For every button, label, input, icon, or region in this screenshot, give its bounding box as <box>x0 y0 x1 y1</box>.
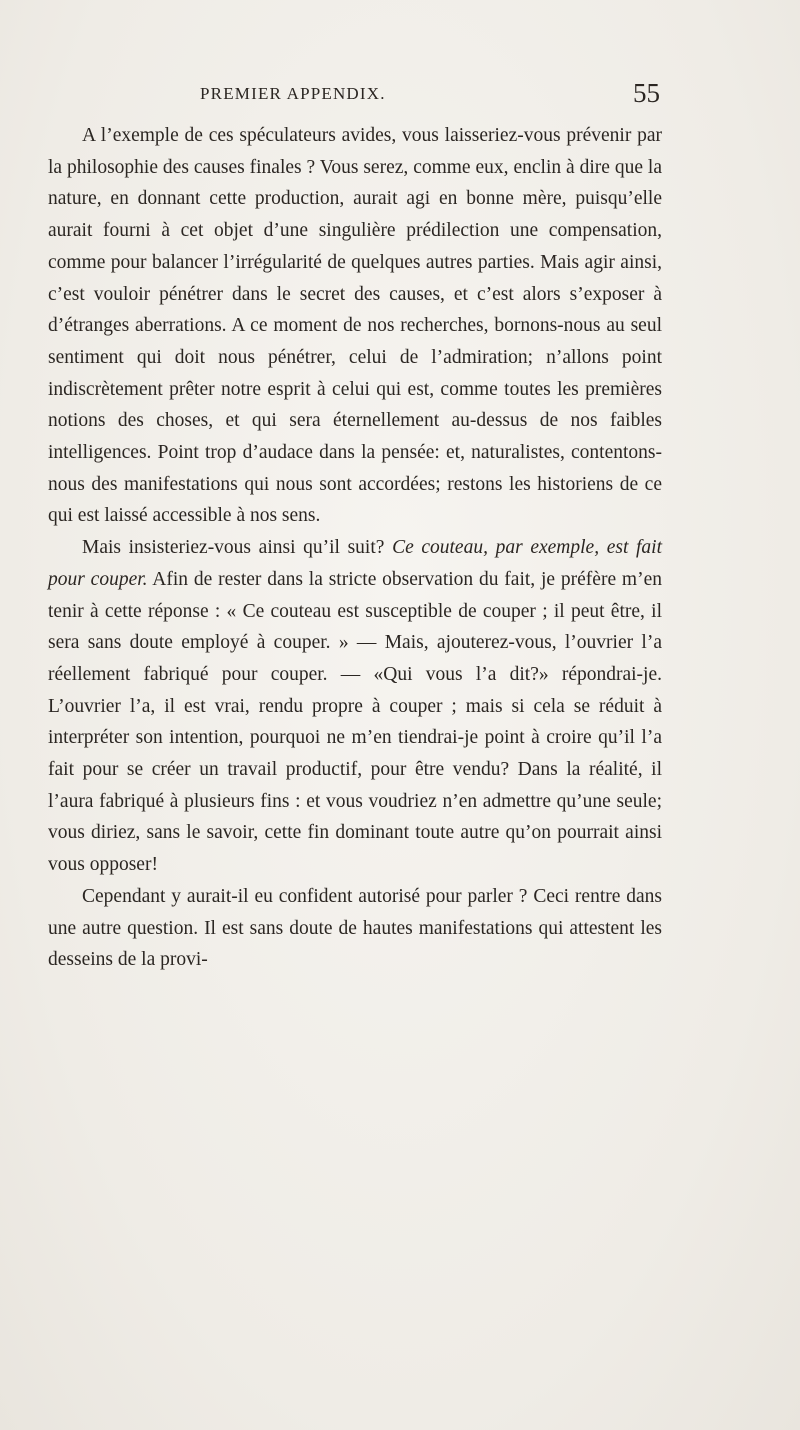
running-head: PREMIER APPENDIX. <box>200 84 386 103</box>
body-text <box>48 120 662 976</box>
paragraph-1: A l’exemple de ces spéculateurs avides, vous laisseriez-vous prévenir par la philosophie des causes finales ? Vous serez, comme eux, enclin à dire que la nature, en donnant cette production, aurait agi en bonne mère, puisqu’elle aurait fourni à cet objet d’une singulière prédilection une compensation, comme pour balancer l’irrégularité de quelques autres parties. Mais agir ainsi, c’est vouloir pénétrer dans le secret des causes, et c’est alors s’exposer à d’étranges aberrations. A ce moment de nos recherches, bornons-nous au seul sentiment qui doit nous pénétrer, celui de l’admiration; n’allons point indiscrètement prêter notre esprit à celui qui est, comme toutes les premières notions des choses, et qui sera éternellement au-dessus de nos faibles intelligences. Point trop d’audace dans la pensée: et, naturalistes, contentons-nous des manifestations qui nous sont accordées; restons les historiens de ce qui est laissé accessible à nos sens. <box>48 125 662 527</box>
paragraph-2-rest: Afin de rester dans la stricte observation du fait, je préfère m’en tenir à cette réponse : « Ce couteau est susceptible de couper ; il peut être, il sera sans doute employé à couper. » — Mais, ajouterez-vous, l’ouvrier l’a réellement fabriqué pour couper. — «Qui vous l’a dit?» répondrai-je. L’ouvrier l’a, il est vrai, rendu propre à couper ; mais si cela se réduit à interpréter son intention, pourquoi ne m’en tiendrai-je point à croire qu’il l’a fait pour se créer un travail productif, pour être vendu? Dans la réalité, il l’aura fabriqué à plusieurs fins : et vous voudriez n’en admettre qu’une seule; vous diriez, sans le savoir, cette fin dominant toute autre qu’on pourrait ainsi vous opposer! <box>48 568 662 876</box>
page-header <box>200 78 660 112</box>
paragraph-3: Cependant y aurait-il eu confident autorisé pour parler ? Ceci rentre dans une autre question. Il est sans doute de hautes manifestations qui attestent les desseins de la provi- <box>48 885 662 971</box>
page-number: 55 <box>633 78 660 108</box>
paragraph-2 <box>48 532 662 881</box>
paragraph-2-lead: Mais insisteriez-vous ainsi qu’il suit? <box>82 537 393 559</box>
paragraph-2-italic-quote: Ce couteau, par exemple, est fait pour couper. <box>48 537 662 590</box>
